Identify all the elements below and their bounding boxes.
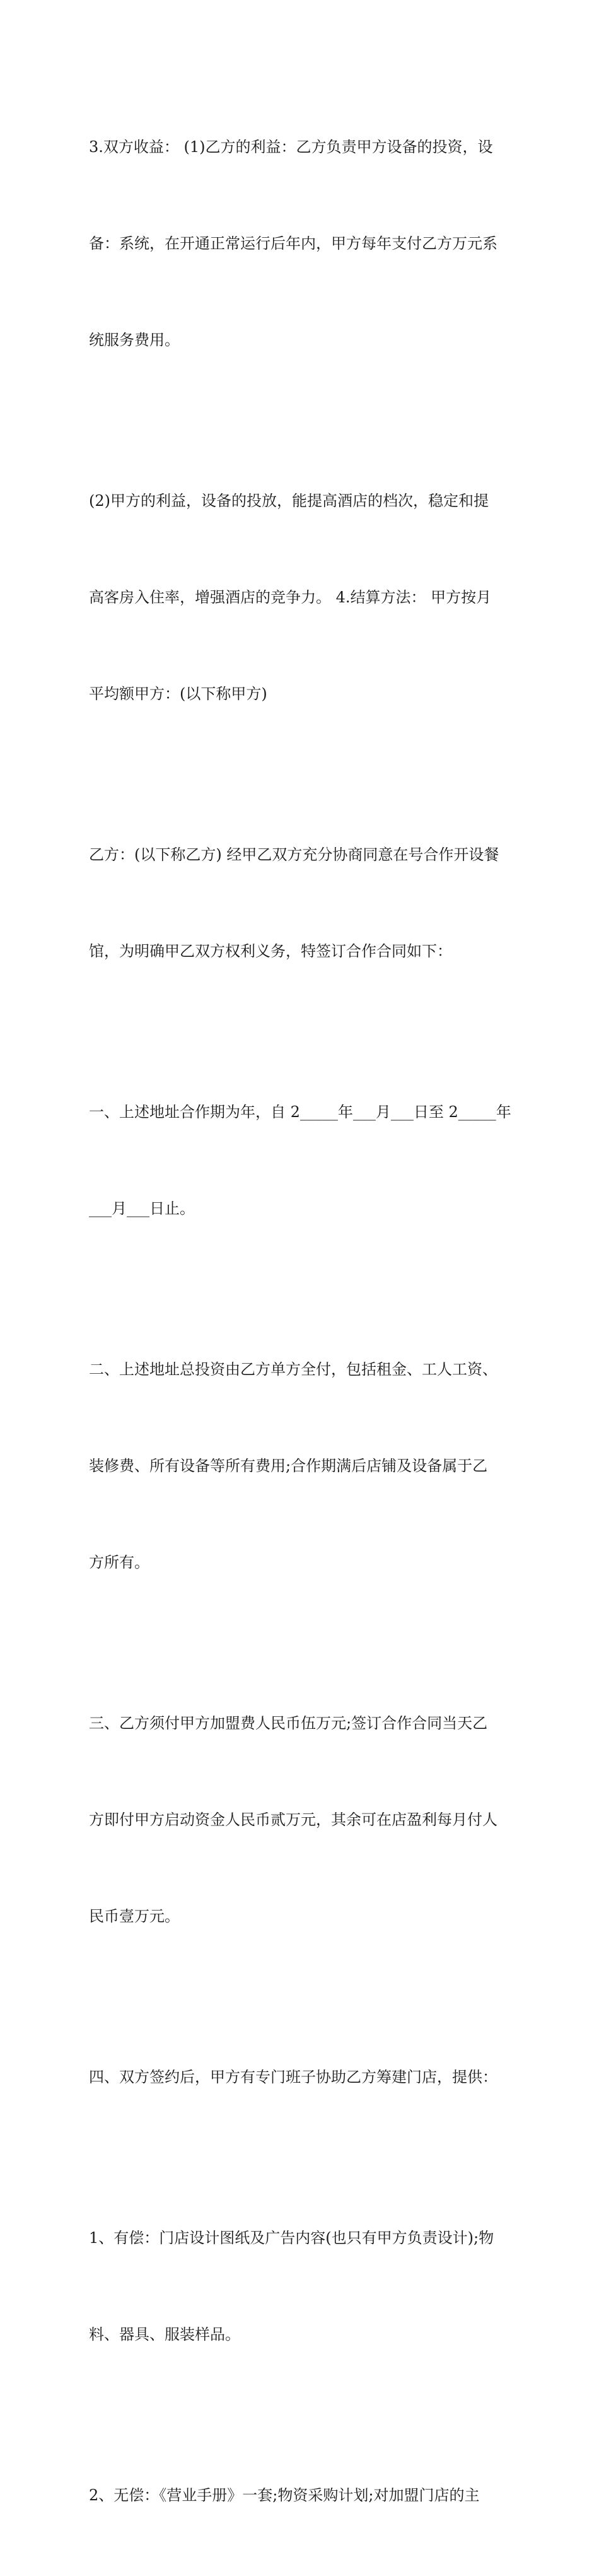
text-line: 装修费、所有设备等所有费用;合作期满后店铺及设备属于乙 <box>89 1457 488 1475</box>
text-line: 方所有。 <box>89 1554 149 1571</box>
paragraph-revenue <box>89 67 518 421</box>
paragraph-paid-items <box>89 2158 518 2415</box>
text-line: 2、无偿：《营业手册》一套;物资采购计划;对加盟门店的主 <box>89 2486 480 2504</box>
text-line: ___月___日止。 <box>89 1200 195 1217</box>
paragraph-clause-2 <box>89 1289 518 1643</box>
paragraph-clause-3 <box>89 1643 518 1997</box>
paragraph-party-b-intro <box>89 775 518 1032</box>
text-line: 平均额甲方：(以下称甲方) <box>89 685 267 703</box>
text-line: 二、上述地址总投资由乙方单方全付，包括租金、工人工资、 <box>89 1361 497 1378</box>
text-line: 统服务费用。 <box>89 331 180 349</box>
text-line: 料、器具、服装样品。 <box>89 2326 240 2343</box>
text-line: 备：系统，在开通正常运行后年内，甲方每年支付乙方万元系 <box>89 235 497 252</box>
paragraph-clause-4 <box>89 1997 518 2158</box>
paragraph-free-items <box>89 2415 518 2576</box>
text-line: 3.双方收益： (1)乙方的利益：乙方负责甲方设备的投资，设 <box>89 138 493 156</box>
text-line: 一、上述地址合作期为年，自 2_____年___月___日至 2_____年 <box>89 1103 511 1121</box>
text-line: 方即付甲方启动资金人民币贰万元，其余可在店盈利每月付人 <box>89 1811 497 1829</box>
text-line: 四、双方签约后，甲方有专门班子协助乙方筹建门店，提供： <box>89 2068 497 2086</box>
document-body <box>89 67 518 2576</box>
text-line: 高客房入住率，增强酒店的竞争力。 4.结算方法： 甲方按月 <box>89 588 492 606</box>
paragraph-clause-1 <box>89 1032 518 1289</box>
text-line: 民币壹万元。 <box>89 1907 180 1925</box>
paragraph-party-a-benefit <box>89 421 518 775</box>
text-line: 馆，为明确甲乙双方权利义务，特签订合作合同如下： <box>89 942 452 960</box>
text-line: 三、乙方须付甲方加盟费人民币伍万元;签订合作合同当天乙 <box>89 1714 488 1732</box>
text-line: 1、有偿：门店设计图纸及广告内容(也只有甲方负责设计);物 <box>89 2229 494 2247</box>
text-line: (2)甲方的利益，设备的投放，能提高酒店的档次，稳定和提 <box>89 492 489 510</box>
text-line: 乙方：(以下称乙方) 经甲乙双方充分协商同意在号合作开设餐 <box>89 846 499 864</box>
